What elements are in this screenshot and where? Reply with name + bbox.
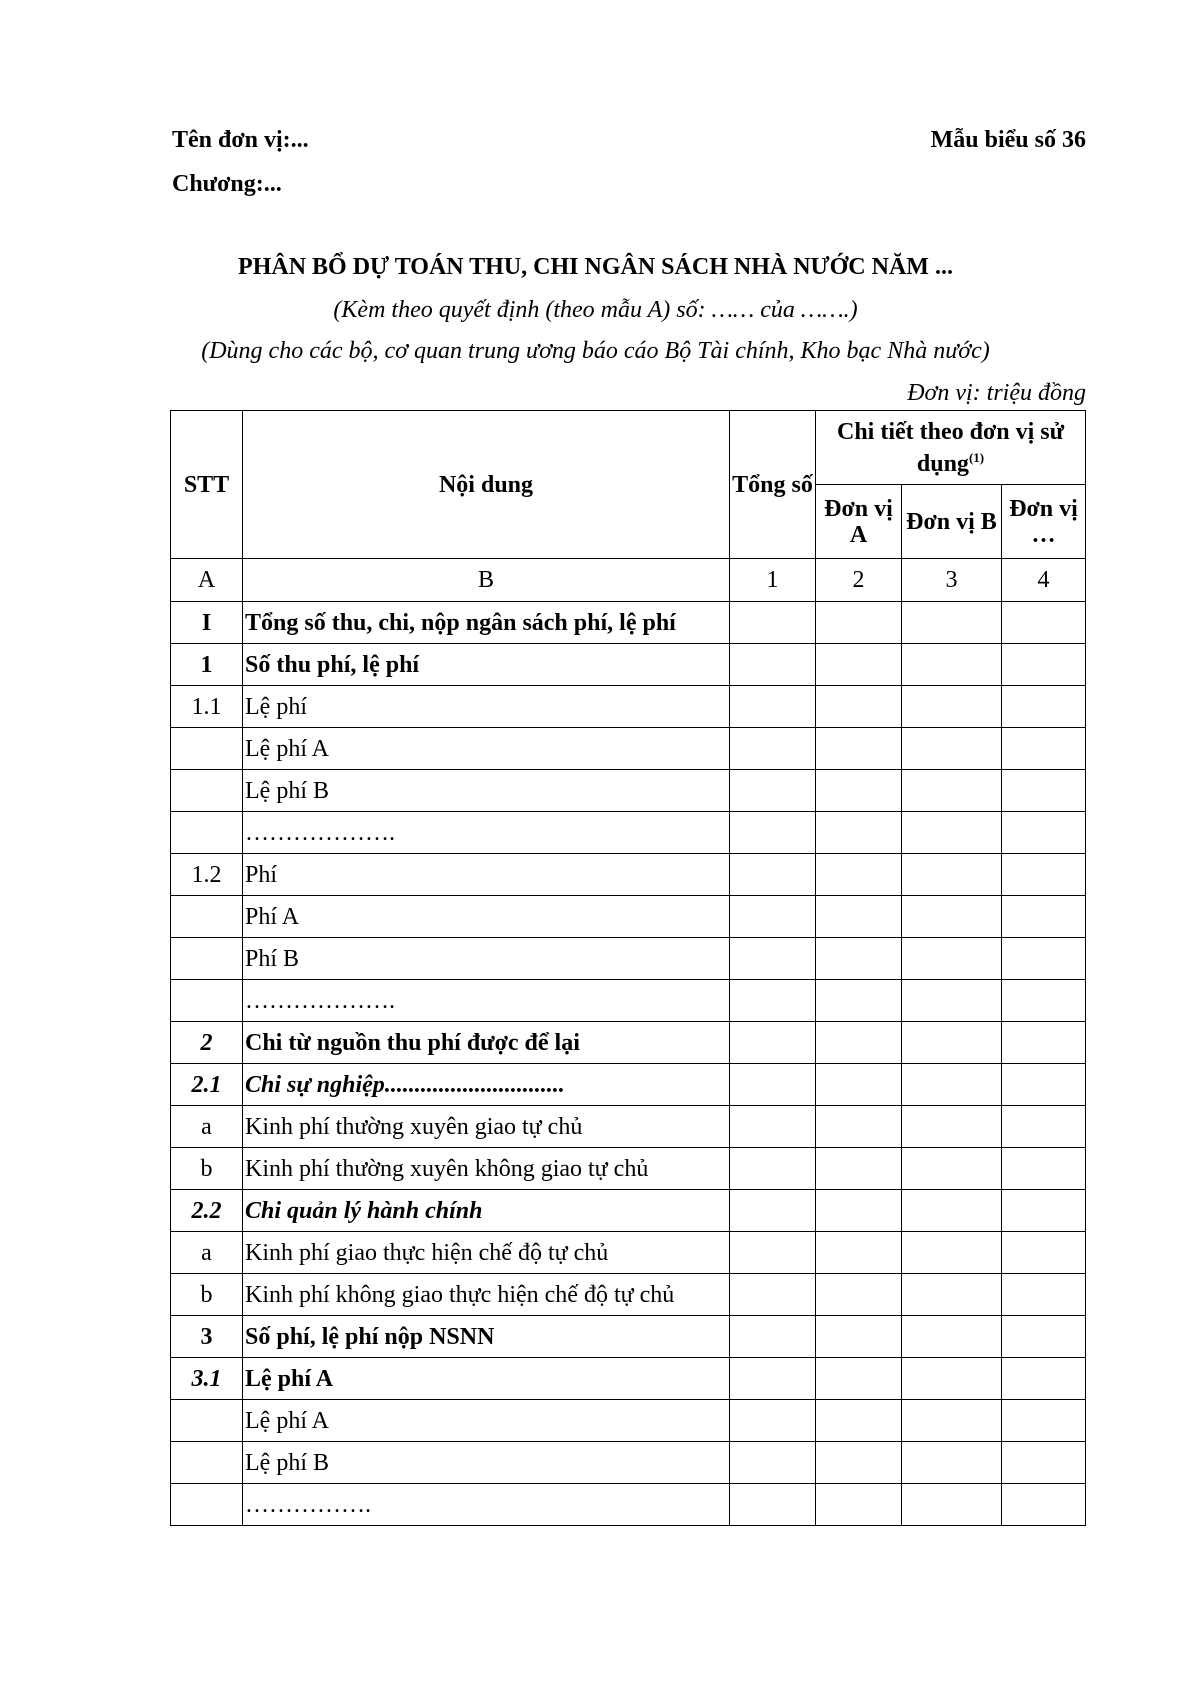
row-unit-b-cell <box>902 644 1002 686</box>
row-content-cell: Kinh phí thường xuyên không giao tự chủ <box>243 1148 730 1190</box>
row-unit-a-cell <box>816 1148 902 1190</box>
row-content-cell: Chi quản lý hành chính <box>243 1190 730 1232</box>
row-content-cell: Lệ phí A <box>243 728 730 770</box>
row-stt-cell <box>171 896 243 938</box>
row-stt-cell: 1.2 <box>171 854 243 896</box>
row-total-cell <box>730 1232 816 1274</box>
row-stt-cell <box>171 770 243 812</box>
row-unit-etc-cell <box>1002 1358 1086 1400</box>
row-content-cell: Kinh phí giao thực hiện chế độ tự chủ <box>243 1232 730 1274</box>
table-row <box>171 980 1086 1022</box>
row-stt-cell <box>171 1442 243 1484</box>
row-unit-b-cell <box>902 1148 1002 1190</box>
row-total-cell <box>730 1190 816 1232</box>
row-stt-cell: 1 <box>171 644 243 686</box>
table-row <box>171 602 1086 644</box>
row-unit-a-cell <box>816 1400 902 1442</box>
row-unit-b-cell <box>902 728 1002 770</box>
row-content-cell: Kinh phí không giao thực hiện chế độ tự chủ <box>243 1274 730 1316</box>
row-unit-b-cell <box>902 686 1002 728</box>
row-content-cell: Kinh phí thường xuyên giao tự chủ <box>243 1106 730 1148</box>
row-content-cell: ……………. <box>243 1484 730 1526</box>
table-row <box>171 1106 1086 1148</box>
form-number-label: Mẫu biểu số 36 <box>930 127 1086 153</box>
row-stt-cell: 1.1 <box>171 686 243 728</box>
header-stt: STT <box>171 411 243 559</box>
row-content-cell: Lệ phí <box>243 686 730 728</box>
row-total-cell <box>730 1316 816 1358</box>
index-cell: 2 <box>816 559 902 602</box>
row-unit-b-cell <box>902 1022 1002 1064</box>
table-row <box>171 1148 1086 1190</box>
table-row <box>171 1316 1086 1358</box>
row-content-cell: ………………. <box>243 980 730 1022</box>
header-unit-etc: Đơn vị … <box>1002 485 1086 559</box>
header-content: Nội dung <box>243 411 730 559</box>
index-cell: 4 <box>1002 559 1086 602</box>
row-content-cell: Lệ phí A <box>243 1358 730 1400</box>
row-unit-a-cell <box>816 938 902 980</box>
index-cell: A <box>171 559 243 602</box>
row-stt-cell: a <box>171 1232 243 1274</box>
row-unit-b-cell <box>902 1400 1002 1442</box>
row-content-cell: Số phí, lệ phí nộp NSNN <box>243 1316 730 1358</box>
row-unit-a-cell <box>816 602 902 644</box>
row-unit-a-cell <box>816 770 902 812</box>
row-stt-cell: a <box>171 1106 243 1148</box>
table-row <box>171 1442 1086 1484</box>
row-content-cell: Chi từ nguồn thu phí được để lại <box>243 1022 730 1064</box>
row-unit-etc-cell <box>1002 812 1086 854</box>
row-content-cell: Lệ phí A <box>243 1400 730 1442</box>
row-unit-a-cell <box>816 980 902 1022</box>
row-unit-b-cell <box>902 1316 1002 1358</box>
row-total-cell <box>730 1400 816 1442</box>
document-subtitle-decision: (Kèm theo quyết định (theo mẫu A) số: …… của …….) <box>333 297 858 323</box>
table-row <box>171 644 1086 686</box>
row-unit-etc-cell <box>1002 728 1086 770</box>
row-total-cell <box>730 1442 816 1484</box>
table-row <box>171 812 1086 854</box>
row-unit-etc-cell <box>1002 1442 1086 1484</box>
table-row <box>171 854 1086 896</box>
index-cell: 1 <box>730 559 816 602</box>
row-unit-etc-cell <box>1002 1064 1086 1106</box>
row-unit-b-cell <box>902 1190 1002 1232</box>
row-unit-etc-cell <box>1002 896 1086 938</box>
row-unit-b-cell <box>902 896 1002 938</box>
row-unit-a-cell <box>816 896 902 938</box>
row-unit-a-cell <box>816 1442 902 1484</box>
row-stt-cell <box>171 938 243 980</box>
row-unit-b-cell <box>902 1358 1002 1400</box>
table-row <box>171 1064 1086 1106</box>
row-unit-b-cell <box>902 602 1002 644</box>
row-stt-cell: 2 <box>171 1022 243 1064</box>
row-stt-cell: 3.1 <box>171 1358 243 1400</box>
row-unit-b-cell <box>902 1274 1002 1316</box>
row-unit-etc-cell <box>1002 1022 1086 1064</box>
table-row <box>171 1232 1086 1274</box>
row-content-cell: Lệ phí B <box>243 770 730 812</box>
row-unit-b-cell <box>902 1064 1002 1106</box>
row-unit-a-cell <box>816 1022 902 1064</box>
table-row <box>171 896 1086 938</box>
row-unit-etc-cell <box>1002 854 1086 896</box>
row-stt-cell <box>171 1484 243 1526</box>
row-unit-a-cell <box>816 1358 902 1400</box>
header-detail-by-unit <box>816 411 1086 485</box>
row-unit-b-cell <box>902 938 1002 980</box>
table-row <box>171 1400 1086 1442</box>
table-row <box>171 938 1086 980</box>
row-unit-b-cell <box>902 770 1002 812</box>
row-unit-b-cell <box>902 1106 1002 1148</box>
row-total-cell <box>730 1106 816 1148</box>
row-unit-a-cell <box>816 686 902 728</box>
row-unit-a-cell <box>816 1106 902 1148</box>
table-body <box>171 559 1086 1526</box>
row-unit-etc-cell <box>1002 1400 1086 1442</box>
row-unit-etc-cell <box>1002 1106 1086 1148</box>
row-unit-a-cell <box>816 854 902 896</box>
row-total-cell <box>730 602 816 644</box>
row-stt-cell: 3 <box>171 1316 243 1358</box>
row-unit-b-cell <box>902 1232 1002 1274</box>
row-unit-a-cell <box>816 1190 902 1232</box>
row-stt-cell <box>171 728 243 770</box>
row-total-cell <box>730 728 816 770</box>
row-unit-a-cell <box>816 1064 902 1106</box>
row-unit-a-cell <box>816 728 902 770</box>
row-unit-b-cell <box>902 1484 1002 1526</box>
row-stt-cell: 2.1 <box>171 1064 243 1106</box>
row-unit-a-cell <box>816 1274 902 1316</box>
unit-name-label: Tên đơn vị:... <box>172 127 309 153</box>
row-stt-cell: b <box>171 1148 243 1190</box>
row-unit-b-cell <box>902 980 1002 1022</box>
row-unit-a-cell <box>816 1316 902 1358</box>
index-cell: 3 <box>902 559 1002 602</box>
row-content-cell: Phí B <box>243 938 730 980</box>
row-unit-etc-cell <box>1002 644 1086 686</box>
row-unit-a-cell <box>816 1232 902 1274</box>
row-total-cell <box>730 938 816 980</box>
row-unit-etc-cell <box>1002 686 1086 728</box>
row-unit-a-cell <box>816 1484 902 1526</box>
row-content-cell: ………………. <box>243 812 730 854</box>
row-total-cell <box>730 1022 816 1064</box>
row-total-cell <box>730 854 816 896</box>
table-row <box>171 1484 1086 1526</box>
chapter-label: Chương:... <box>172 171 282 197</box>
row-total-cell <box>730 812 816 854</box>
row-total-cell <box>730 1148 816 1190</box>
row-unit-etc-cell <box>1002 770 1086 812</box>
header-total: Tổng số <box>730 411 816 559</box>
row-unit-etc-cell <box>1002 1148 1086 1190</box>
document-title: PHÂN BỔ DỰ TOÁN THU, CHI NGÂN SÁCH NHÀ NƯỚC NĂM ... <box>238 254 953 280</box>
row-stt-cell <box>171 980 243 1022</box>
table-row <box>171 728 1086 770</box>
row-total-cell <box>730 1274 816 1316</box>
row-unit-a-cell <box>816 812 902 854</box>
row-total-cell <box>730 1358 816 1400</box>
row-total-cell <box>730 896 816 938</box>
row-unit-b-cell <box>902 812 1002 854</box>
currency-unit-label: Đơn vị: triệu đồng <box>907 380 1086 406</box>
row-unit-b-cell <box>902 1442 1002 1484</box>
header-unit-b: Đơn vị B <box>902 485 1002 559</box>
row-unit-etc-cell <box>1002 1232 1086 1274</box>
row-stt-cell: I <box>171 602 243 644</box>
row-total-cell <box>730 644 816 686</box>
row-content-cell: Tổng số thu, chi, nộp ngân sách phí, lệ phí <box>243 602 730 644</box>
row-unit-etc-cell <box>1002 938 1086 980</box>
row-stt-cell: 2.2 <box>171 1190 243 1232</box>
row-unit-etc-cell <box>1002 1316 1086 1358</box>
row-unit-a-cell <box>816 644 902 686</box>
row-unit-b-cell <box>902 854 1002 896</box>
row-content-cell: Số thu phí, lệ phí <box>243 644 730 686</box>
budget-allocation-table <box>170 410 1086 1526</box>
table-row <box>171 1358 1086 1400</box>
row-content-cell: Phí A <box>243 896 730 938</box>
header-detail-text: Chi tiết theo đơn vị sử dụng <box>836 418 1065 477</box>
row-unit-etc-cell <box>1002 980 1086 1022</box>
row-stt-cell <box>171 812 243 854</box>
row-total-cell <box>730 686 816 728</box>
row-content-cell: Chi sự nghiệp.............................. <box>243 1064 730 1106</box>
row-stt-cell: b <box>171 1274 243 1316</box>
document-subtitle-usage: (Dùng cho các bộ, cơ quan trung ương báo cáo Bộ Tài chính, Kho bạc Nhà nước) <box>201 338 990 364</box>
footnote-ref: (1) <box>968 449 985 465</box>
row-total-cell <box>730 980 816 1022</box>
row-content-cell: Phí <box>243 854 730 896</box>
row-total-cell <box>730 770 816 812</box>
index-cell: B <box>243 559 730 602</box>
row-stt-cell <box>171 1400 243 1442</box>
row-unit-etc-cell <box>1002 1190 1086 1232</box>
row-unit-etc-cell <box>1002 1274 1086 1316</box>
header-unit-a: Đơn vị A <box>816 485 902 559</box>
table-row <box>171 686 1086 728</box>
table-row <box>171 1274 1086 1316</box>
column-index-row <box>171 559 1086 602</box>
row-total-cell <box>730 1484 816 1526</box>
table-row <box>171 770 1086 812</box>
row-content-cell: Lệ phí B <box>243 1442 730 1484</box>
row-unit-etc-cell <box>1002 602 1086 644</box>
table-row <box>171 1190 1086 1232</box>
row-total-cell <box>730 1064 816 1106</box>
row-unit-etc-cell <box>1002 1484 1086 1526</box>
table-row <box>171 1022 1086 1064</box>
